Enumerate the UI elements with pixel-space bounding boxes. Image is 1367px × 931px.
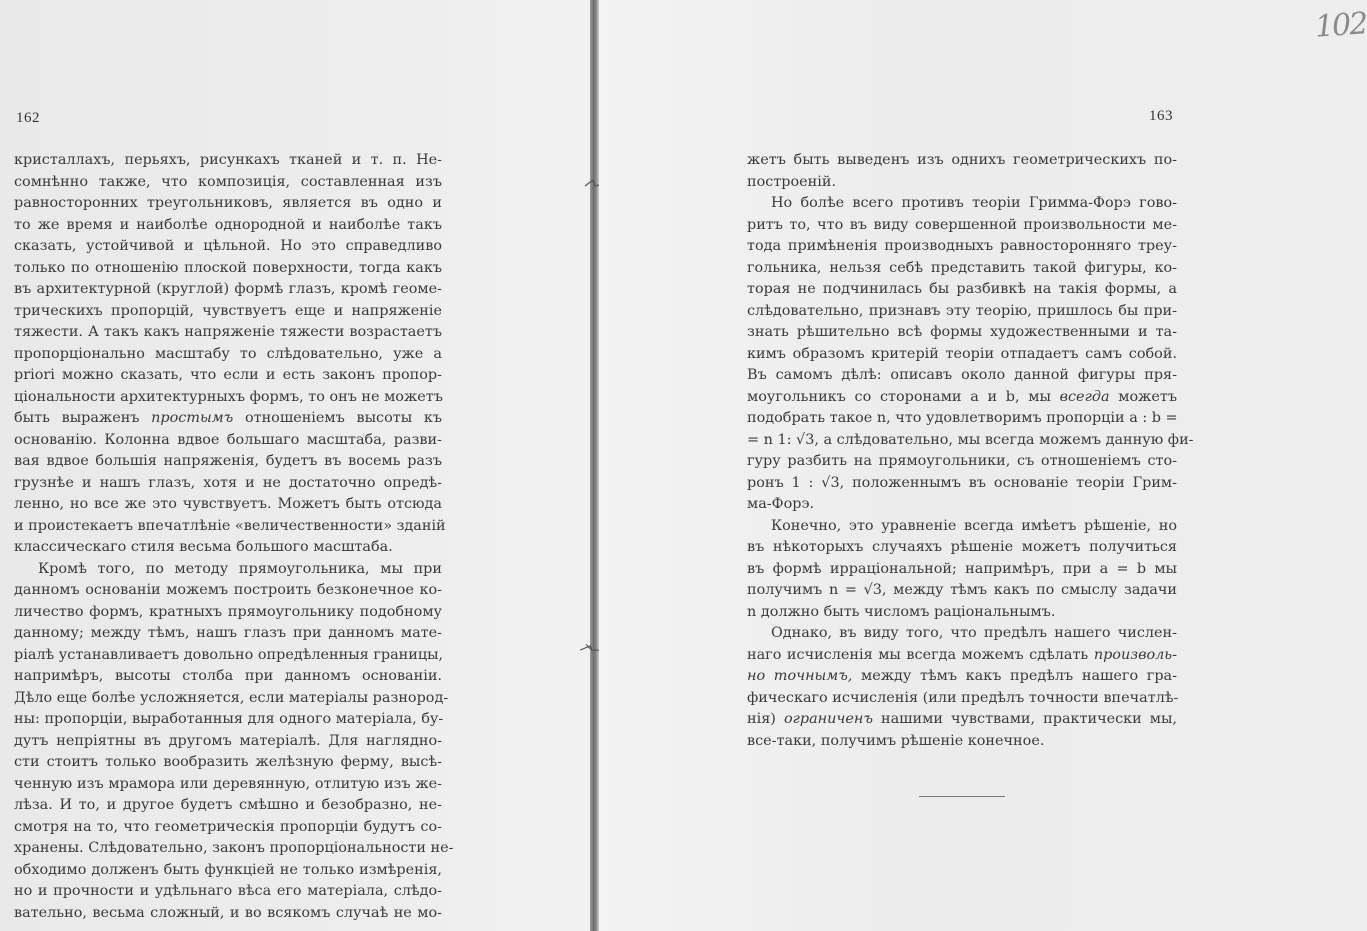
- text-line: Въ самомъ дѣлѣ: описавъ около данной фигуры пря-: [747, 367, 1177, 383]
- text-line: сказать, устойчивой и цѣльной. Но это справедливо: [14, 238, 442, 254]
- text-line: быть выраженъ простымъ отношеніемъ высоты къ: [14, 410, 442, 426]
- text-line: сомнѣнно также, что композиція, составленная изъ: [14, 173, 442, 190]
- text-line: напримѣръ, высоты столба при данномъ основаніи.: [14, 668, 442, 684]
- text-line: priori можно сказать, что если и есть законъ пропор-: [14, 367, 442, 383]
- text-line: подобрать такое n, что удовлетворимъ пропорціи a : b =: [747, 410, 1178, 426]
- text-line: въ нѣкоторыхъ случаяхъ рѣшеніе можетъ получиться: [747, 539, 1177, 555]
- text-line: кристаллахъ, перьяхъ, рисункахъ тканей и т. п. Не-: [14, 152, 442, 168]
- text-line: вая вдвое большія напряженія, будетъ въ восемь разъ: [14, 453, 442, 469]
- text-line: но точнымъ, между тѣмъ какъ предѣлъ нашего гра-: [747, 668, 1177, 684]
- text-line: тяжести. А такъ какъ напряженіе тяжести возрастаетъ: [14, 324, 442, 340]
- page-number-right: 163: [1149, 108, 1173, 124]
- text-line: n должно быть числомъ раціональнымъ.: [747, 603, 1056, 620]
- text-line: ченную изъ мрамора или деревянную, отлитую изъ же-: [14, 775, 442, 792]
- text-line: моугольникъ со сторонами a и b, мы всегда можетъ: [747, 388, 1177, 405]
- text-line: личество формъ, кратныхъ прямоугольнику подобному: [14, 603, 442, 620]
- text-line: дутъ непріятны въ другомъ матеріалѣ. Для нагляднo-: [14, 732, 442, 749]
- text-line: Однако, въ виду того, что предѣлъ нашего числен-: [771, 625, 1177, 641]
- text-line: лѣза. И то, и другое будетъ смѣшно и безобразно, не-: [14, 797, 442, 813]
- text-line: Но болѣе всего противъ теоріи Гримма-Форэ гово-: [771, 195, 1177, 211]
- text-line: ма-Форэ.: [747, 496, 815, 512]
- text-line: трическихъ пропорцій, чувствуетъ еще и напряженіе: [14, 302, 442, 319]
- text-line: хранены. Слѣдовательно, законъ пропорціональности не-: [14, 840, 454, 856]
- text-line: = n 1: √3, а слѣдовательно, мы всегда можемъ данную фи-: [747, 431, 1194, 448]
- left-page: [0, 0, 590, 931]
- text-line: данномъ основаніи можемъ построить безконечное ко-: [14, 582, 442, 598]
- emphasized-text: простымъ: [151, 410, 234, 426]
- text-line: Конечно, это уравненіе всегда имѣетъ рѣшеніе, но: [771, 517, 1177, 534]
- text-line: вательно, весьма сложный, и во всякомъ случаѣ не мо-: [14, 904, 442, 921]
- text-line: ленно, но все же это чувствуетъ. Можетъ быть отсюда: [14, 496, 442, 512]
- text-line: ронъ 1 : √3, положеннымъ въ основаніе теоріи Грим-: [747, 474, 1177, 491]
- text-line: въ формѣ ирраціональной; напримѣръ, при a = b мы: [747, 560, 1177, 577]
- right-page: [599, 0, 1367, 931]
- text-line: только по отношенію плоской поверхности, тогда какъ: [14, 259, 442, 276]
- text-line: слѣдовательно, признавъ эту теорію, пришлось бы при-: [747, 302, 1177, 319]
- section-end-rule: [919, 796, 1005, 797]
- text-line: но и прочности и удѣльнаго вѣса его матеріала, слѣдо-: [14, 883, 442, 899]
- emphasized-text: всегда: [1059, 388, 1110, 405]
- text-line: жетъ быть выведенъ изъ однихъ геометрическихъ по-: [747, 152, 1177, 168]
- text-line: обходимо долженъ быть функціей не только измѣренія,: [14, 861, 442, 878]
- text-line: смотря на то, что геометрическія пропорціи будутъ со-: [14, 818, 442, 835]
- text-line: построеній.: [747, 173, 837, 190]
- text-line: Дѣло еще болѣе усложняется, если матеріалы разнород-: [14, 689, 449, 706]
- text-line: грузнѣе и нашъ глазъ, хотя и не достаточно опредѣ-: [14, 474, 442, 491]
- text-line: гуру разбить на прямоугольники, съ отношеніемъ сто-: [747, 453, 1177, 469]
- text-line: данному; между тѣмъ, нашъ глазъ при данномъ мате-: [14, 625, 442, 641]
- text-line: въ архитектурной (круглой) формѣ глазъ, кромѣ геоме-: [14, 281, 442, 297]
- text-line: все-таки, получимъ рѣшеніе конечное.: [747, 732, 1045, 749]
- text-line: Кромѣ того, по методу прямоугольника, мы при: [38, 560, 442, 577]
- left-page-text: [14, 150, 454, 924]
- text-line: ны: пропорціи, выработанныя для одного матеріала, бу-: [14, 711, 444, 727]
- text-line: ріалѣ устанавливаетъ довольно опредѣленныя границы,: [14, 646, 444, 663]
- text-line: гольника, нельзя себѣ представить такой фигуры, ко-: [747, 259, 1177, 276]
- right-page-text: [747, 150, 1194, 752]
- text-line: и проистекаетъ впечатлѣніе «величественности» зданій: [14, 517, 446, 534]
- text-line: кимъ образомъ критерій теоріи отпадаетъ самъ собой.: [747, 345, 1177, 362]
- page-number-left: 162: [16, 110, 40, 126]
- book-gutter: [590, 0, 599, 931]
- text-line: сти стоитъ только вообразить желѣзную ферму, высѣ-: [14, 754, 442, 770]
- emphasized-text: ограниченъ: [783, 711, 873, 727]
- text-line: классическаго стиля весьма большого масштаба.: [14, 539, 393, 555]
- text-line: равносторонних треугольниковъ, является въ одно и: [14, 195, 442, 211]
- text-line: тода примѣненія производныхъ равносторонняго треу-: [747, 238, 1177, 254]
- text-line: нія) ограниченъ нашими чувствами, практически мы,: [747, 711, 1177, 727]
- text-line: получимъ n = √3, между тѣмъ какъ по смыслу задачи: [747, 582, 1177, 598]
- text-line: наго исчисленія мы всегда можемъ сдѣлать произволь-: [747, 646, 1177, 663]
- text-line: ритъ то, что въ виду совершенной произвольности ме-: [747, 216, 1177, 233]
- text-line: ціональности архитектурныхъ формъ, то онъ не можетъ: [14, 388, 443, 405]
- text-line: то же время и наиболѣе однородной и наиболѣе такъ: [14, 216, 442, 233]
- text-line: основанію. Колонна вдвое большаго масштаба, разви-: [14, 431, 442, 448]
- text-line: торая не подчинилась бы разбивкѣ на такія формы, а: [747, 281, 1177, 297]
- handwritten-folio-note: 102: [1313, 6, 1367, 45]
- emphasized-text: но точнымъ,: [747, 668, 853, 684]
- text-line: пропорціонально масштабу то слѣдовательно, уже a: [14, 345, 442, 362]
- text-line: знать рѣшительно всѣ формы художественными и та-: [747, 324, 1177, 340]
- text-line: фическаго исчисленія (или предѣлъ точности впечатлѣ-: [747, 689, 1179, 706]
- emphasized-text: произволь-: [1093, 646, 1177, 663]
